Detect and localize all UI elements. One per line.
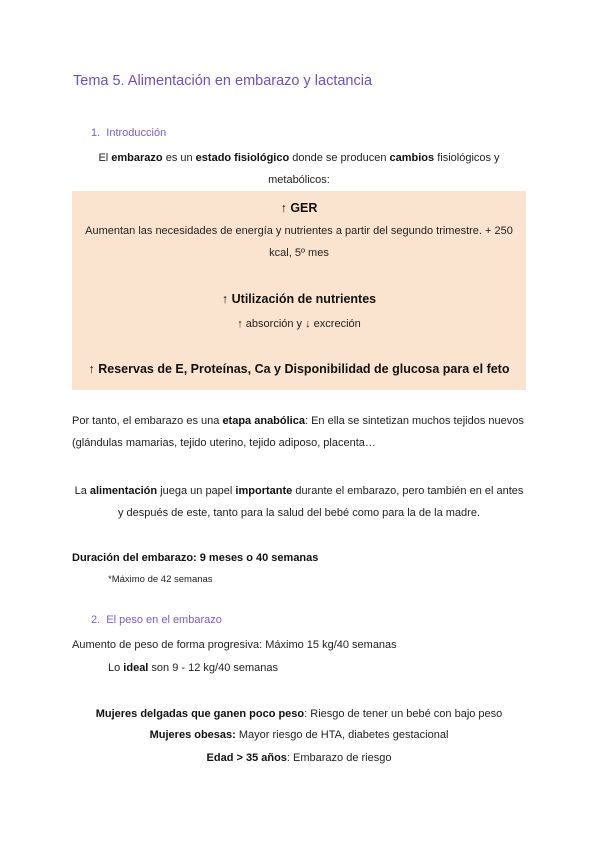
anabolica-paragraph (72, 410, 542, 454)
ideal-text-2: son 9 - 12 kg/40 semanas (148, 662, 279, 674)
edad-line (72, 747, 526, 769)
alimentacion-bold: alimentación (89, 485, 158, 497)
ideal-bold: ideal (123, 662, 149, 674)
page-title: Tema 5. Alimentación en embarazo y lactancia (73, 73, 373, 89)
nutrientes-title: ↑ Utilización de nutrientes (221, 292, 377, 306)
intro-line-2: metabólicos: (268, 174, 330, 186)
intro-paragraph (72, 147, 526, 191)
intro-text-3: donde se producen (289, 152, 390, 164)
delgadas-line (72, 703, 526, 725)
intro-text-2: es un (162, 152, 196, 164)
section-heading-introduccion: 1. Introducción (91, 127, 167, 139)
alimentacion-line-2: y después de este, tanto para la salud del bebé como para la de la madre. (117, 507, 480, 519)
intro-bold-embarazo: embarazo (111, 152, 163, 164)
alimentacion-text-1: La (74, 485, 90, 497)
intro-text-1: El (98, 152, 112, 164)
intro-text-4: fisiológicos y (434, 152, 500, 164)
ideal-line (108, 657, 278, 679)
alimentacion-paragraph (62, 480, 536, 524)
section-heading-peso: 2. El peso en el embarazo (91, 614, 222, 626)
aumento-line: Aumento de peso de forma progresiva: Máximo 15 kg/40 semanas (72, 639, 397, 651)
delgadas-bold: Mujeres delgadas que ganen poco peso (95, 708, 305, 720)
obesas-line (72, 724, 526, 746)
duracion-bold: Duración del embarazo: 9 meses o 40 semanas (72, 552, 319, 564)
ger-text-line-2: kcal, 5º mes (269, 247, 329, 259)
anabolica-line-2: (glándulas mamarias, tejido uterino, tejido adiposo, placenta… (72, 437, 376, 449)
obesas-bold: Mujeres obesas: (149, 729, 236, 741)
anabolica-text-2: : En ella se sintetizan muchos tejidos nuevos (304, 415, 524, 427)
anabolica-text-1: Por tanto, el embarazo es una (72, 415, 223, 427)
duracion-line (72, 547, 318, 569)
highlight-box (72, 191, 526, 390)
obesas-text: Mayor riesgo de HTA, diabetes gestacional (235, 729, 449, 741)
ger-text-line-1: Aumentan las necesidades de energía y nutrientes a partir del segundo trimestre. + 250 (85, 225, 513, 237)
alimentacion-text-3: durante el embarazo, pero también en el antes (292, 485, 524, 497)
delgadas-text: : Riesgo de tener un bebé con bajo peso (304, 708, 503, 720)
ideal-text-1: Lo (108, 662, 124, 674)
alimentacion-text-2: juega un papel (157, 485, 236, 497)
intro-bold-cambios: cambios (389, 152, 435, 164)
maximo-note: *Máximo de 42 semanas (108, 574, 213, 585)
edad-text: : Embarazo de riesgo (286, 752, 392, 764)
ger-title: ↑ GER (280, 201, 318, 215)
intro-bold-estado: estado fisiológico (195, 152, 290, 164)
nutrientes-text: ↑ absorción y ↓ excreción (237, 318, 361, 330)
anabolica-bold: etapa anabólica (222, 415, 305, 427)
edad-bold: Edad > 35 años (206, 752, 287, 764)
importante-bold: importante (235, 485, 293, 497)
reservas-title: ↑ Reservas de E, Proteínas, Ca y Disponibilidad de glucosa para el feto (88, 362, 510, 376)
